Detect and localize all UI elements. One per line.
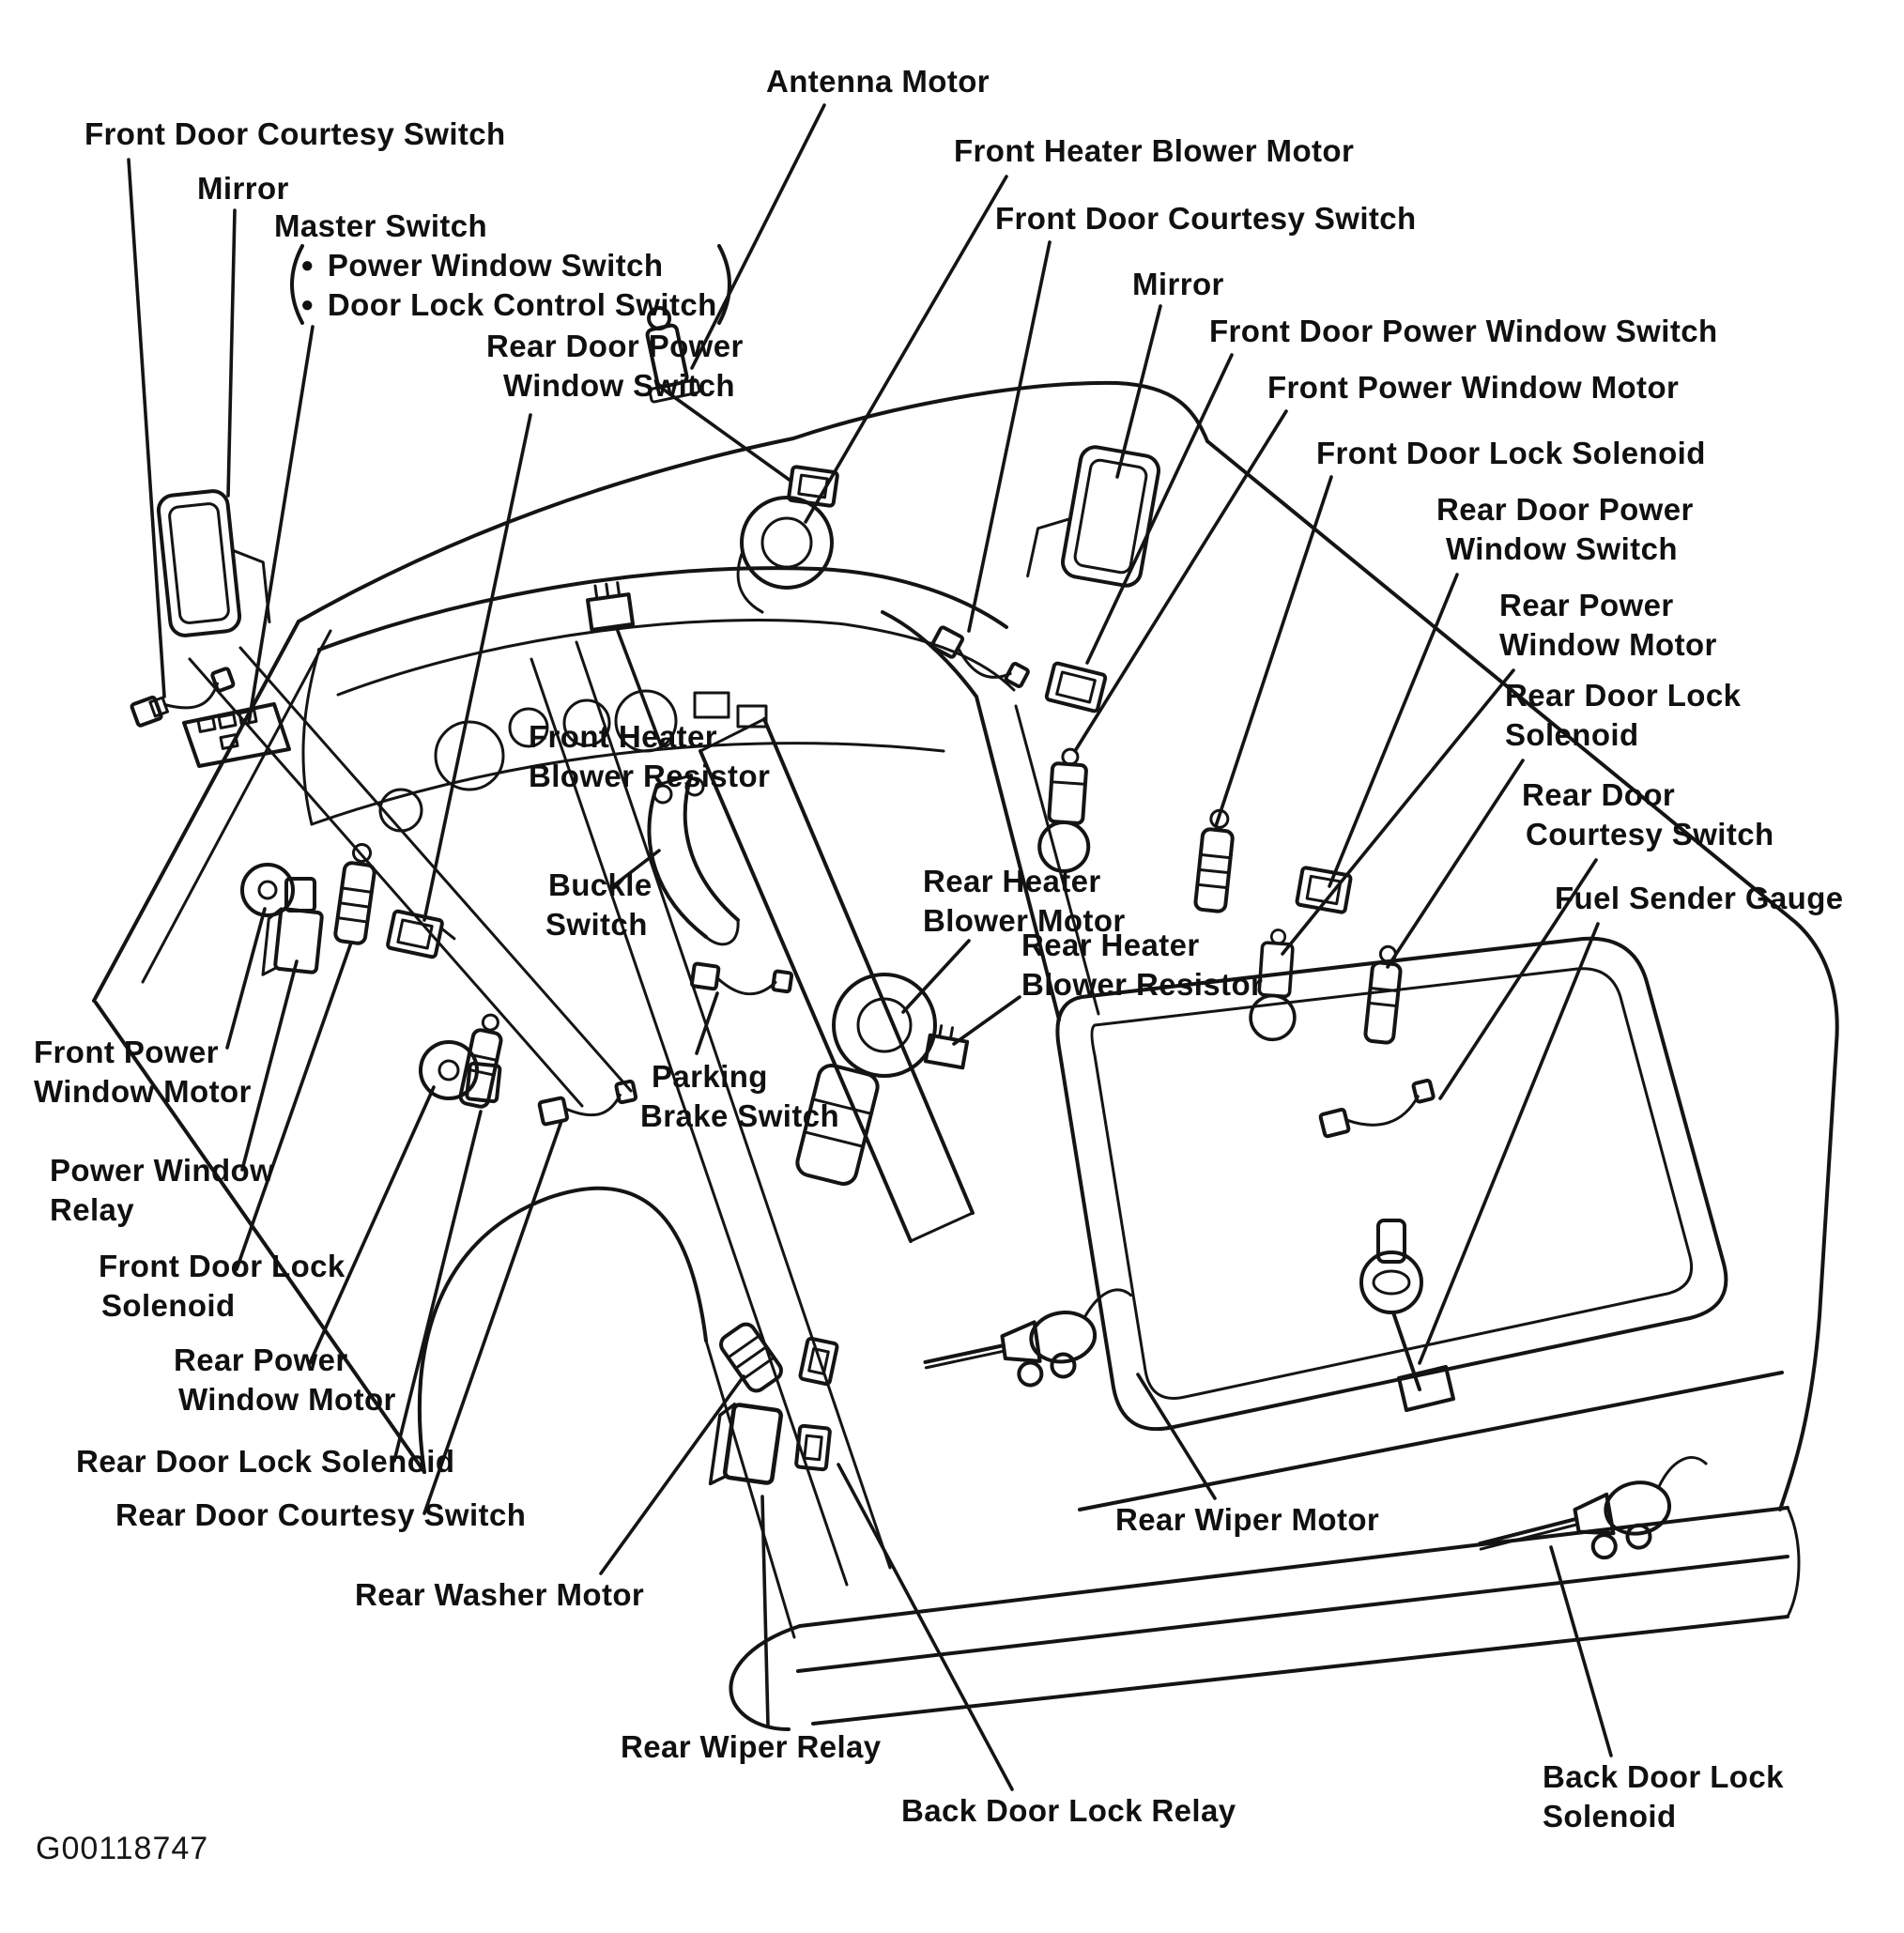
buckle-switch-glyph [650, 775, 739, 944]
leader-fuel-sender-gauge [1420, 924, 1598, 1363]
label-rear-door-courtesy-switch-right: Rear Door Courtesy Switch [1522, 777, 1774, 851]
front-power-window-motor-left-glyph [242, 865, 315, 915]
label-front-door-courtesy-switch-left: Front Door Courtesy Switch [84, 116, 506, 151]
label-front-power-window-motor-left: Front Power Window Motor [34, 1035, 252, 1109]
leader-front-heater-blower-motor [806, 176, 1006, 522]
label-front-door-lock-solenoid-right: Front Door Lock Solenoid [1316, 436, 1706, 470]
master-switch-option: ● Power Window Switch [300, 246, 717, 285]
label-rear-heater-blower-motor: Rear Heater Blower Motor [923, 864, 1126, 938]
label-rear-door-power-window-switch-right: Rear Door Power Window Switch [1436, 492, 1694, 566]
label-rear-door-power-window-switch-front: Rear Door Power Window Switch [486, 329, 744, 403]
right-mirror-glyph [1028, 439, 1161, 595]
back-door-window [1057, 939, 1726, 1429]
leader-rear-heater-blower-motor [903, 941, 969, 1012]
power-window-relay-glyph [263, 908, 322, 980]
figure-id: G00118747 [36, 1831, 209, 1866]
leader-master-switch [249, 327, 313, 723]
leader-rear-wiper-relay [762, 1496, 768, 1726]
front-heater-blower-resistor-glyph [586, 581, 633, 630]
label-rear-wiper-motor: Rear Wiper Motor [1115, 1502, 1380, 1537]
label-power-window-relay: Power Window Relay [50, 1153, 275, 1227]
label-front-power-window-motor-right: Front Power Window Motor [1267, 370, 1680, 405]
leader-rear-door-lock-solenoid-right [1388, 760, 1523, 967]
front-power-window-motor-right-glyph [1037, 747, 1095, 872]
master-switch-options [300, 246, 717, 325]
bullet-icon: ● [300, 292, 315, 317]
label-rear-power-window-motor-left: Rear Power Window Motor [174, 1342, 396, 1417]
leader-front-power-window-motor-left [227, 909, 265, 1048]
label-rear-heater-blower-resistor: Rear Heater Blower Resistor [1021, 928, 1264, 1002]
leader-rear-door-power-window-switch-right [1329, 575, 1457, 886]
label-back-door-lock-relay: Back Door Lock Relay [901, 1793, 1236, 1828]
rear-door-power-window-switch-right-glyph [1297, 867, 1351, 913]
label-mirror-left: Mirror [197, 171, 289, 206]
label-buckle-switch: Buckle Switch [545, 867, 653, 942]
back-door-lock-solenoid-glyph [1471, 1455, 1719, 1579]
leader-front-door-courtesy-switch-left [129, 160, 164, 697]
label-parking-brake-switch: Parking Brake Switch [640, 1059, 840, 1133]
rear-washer-motor-glyph [717, 1321, 785, 1395]
label-front-heater-blower-motor: Front Heater Blower Motor [954, 133, 1355, 168]
label-front-door-lock-solenoid-left: Front Door Lock Solenoid [99, 1249, 345, 1323]
label-back-door-lock-solenoid: Back Door Lock Solenoid [1543, 1759, 1784, 1833]
label-front-door-power-window-switch: Front Door Power Window Switch [1209, 314, 1718, 348]
leader-rear-door-power-window-switch-front-a [424, 415, 530, 920]
leader-mirror-left [228, 210, 235, 496]
label-master-switch: Master Switch ● Power Window Switch ● Door Lock Control Switch [274, 207, 717, 325]
front-heater-blower-motor-glyph [738, 498, 832, 612]
label-rear-power-window-motor-right: Rear Power Window Motor [1499, 588, 1717, 662]
rear-door-power-window-switch-front-glyph [789, 467, 838, 506]
rear-bumper [730, 1508, 1799, 1729]
rear-wiper-relay-glyph [711, 1403, 782, 1493]
rear-door-courtesy-switch-right-glyph [1318, 1080, 1437, 1138]
leader-rear-door-lock-solenoid-left [394, 1112, 481, 1461]
label-fuel-sender-gauge: Fuel Sender Gauge [1555, 881, 1844, 915]
label-rear-door-courtesy-switch-left: Rear Door Courtesy Switch [115, 1497, 527, 1532]
left-mirror-glyph [157, 486, 269, 637]
label-rear-door-lock-solenoid-left: Rear Door Lock Solenoid [76, 1444, 455, 1479]
leader-rear-heater-blower-resistor [954, 997, 1020, 1044]
leader-mirror-right [1117, 306, 1160, 477]
label-front-door-courtesy-switch-right: Front Door Courtesy Switch [995, 201, 1417, 236]
leader-rear-power-window-motor-right [1282, 670, 1513, 954]
bullet-icon: ● [300, 253, 315, 278]
label-rear-washer-motor: Rear Washer Motor [355, 1577, 645, 1612]
label-antenna-motor: Antenna Motor [766, 64, 990, 99]
label-front-heater-blower-resistor: Front Heater Blower Resistor [529, 719, 771, 793]
label-rear-door-lock-solenoid-right: Rear Door Lock Solenoid [1505, 678, 1742, 752]
leader-front-door-courtesy-switch-right [969, 242, 1050, 631]
parking-brake-switch-glyph [692, 959, 792, 1000]
front-door-lock-solenoid-left-glyph [334, 842, 377, 943]
label-mirror-right: Mirror [1132, 267, 1224, 301]
leader-rear-washer-motor [601, 1376, 744, 1573]
master-switch-option: ● Door Lock Control Switch [300, 285, 717, 325]
leader-front-door-lock-solenoid-right [1216, 477, 1331, 826]
front-door-power-window-switch-glyph [1046, 663, 1106, 712]
label-rear-wiper-relay: Rear Wiper Relay [621, 1729, 882, 1764]
rear-door-courtesy-switch-left-glyph [539, 1081, 637, 1126]
